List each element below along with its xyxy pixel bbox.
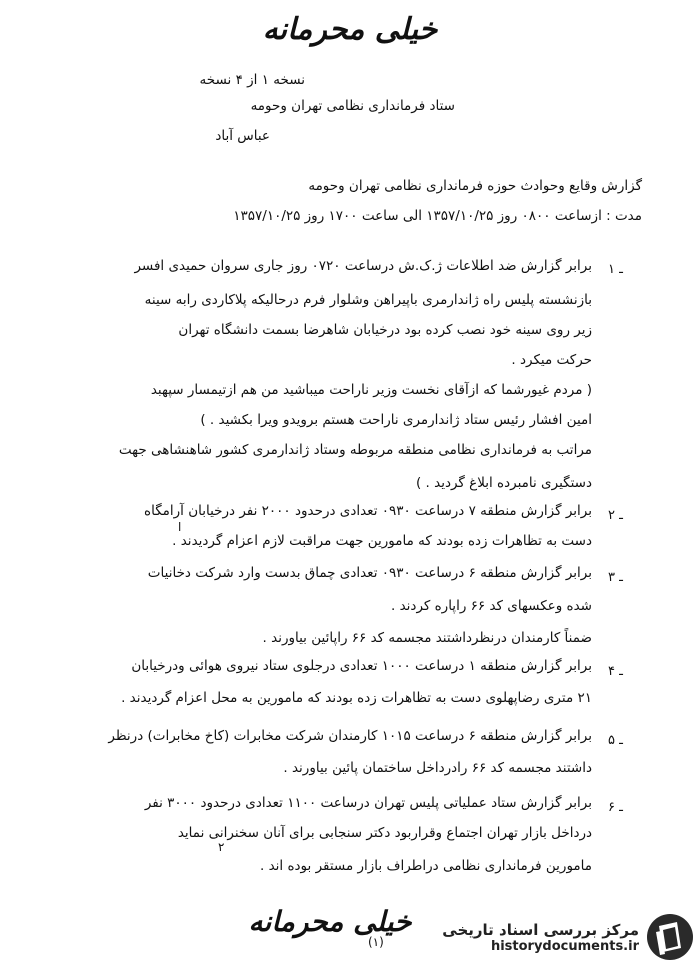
item-line: درداخل بازار تهران اجتماع وقراربود دکتر سنجابی برای آنان سخنرانی نماید	[177, 825, 592, 841]
report-subject: گزارش وقایع وحوادث حوزه فرمانداری نظامی تهران وحومه	[308, 178, 642, 194]
watermark-url: historydocuments.ir	[490, 938, 639, 954]
recipient: ستاد فرمانداری نظامی تهران وحومه	[250, 98, 455, 114]
watermark	[425, 908, 695, 966]
item-line: برابر گزارش منطقه ۱ درساعت ۱۰۰۰ تعدادی درجلوی ستاد نیروی هوائی ودرخیابان	[131, 658, 592, 674]
item-number: ۳ ـ	[608, 570, 623, 585]
item-line: مراتب به فرمانداری نظامی منطقه مربوطه وستاد ژاندارمری کشور شاهنشاهی جهت	[118, 442, 592, 458]
signer: عباس آباد	[215, 128, 270, 144]
classification-top: خیلی محرمانه	[262, 12, 438, 47]
margin-superscript: ۲	[218, 840, 225, 854]
watermark-text	[442, 921, 639, 954]
item-number: ۶ ـ	[608, 800, 623, 815]
archive-logo-icon	[645, 912, 695, 962]
item-line: امین افشار رئیس ستاد ژاندارمری ناراحت هستم برویدو ویرا بکشید . )	[200, 412, 592, 428]
item-line: شده وعکسهای کد ۶۶ راپاره کردند .	[391, 598, 592, 614]
item-line: ضمناً کارمندان درنظرداشتند مجسمه کد ۶۶ راپائین بیاورند .	[262, 630, 592, 646]
item-line: بازنشسته پلیس راه ژاندارمری باپیراهن وشلوار فرم درحالیکه پلاکاردی رابه سینه	[144, 292, 592, 308]
item-line: برابر گزارش منطقه ۶ درساعت ۱۰۱۵ کارمندان شرکت مخابرات (کاخ مخابرات) درنظر	[108, 728, 592, 744]
item-number: ۱ ـ	[608, 262, 623, 277]
item-line: مامورین فرمانداری نظامی دراطراف بازار مستقر بوده اند .	[260, 858, 592, 874]
item-line: برابر گزارش ستاد عملیاتی پلیس تهران درساعت ۱۱۰۰ تعدادی درحدود ۳۰۰۰ نفر	[144, 795, 592, 811]
item-line: برابر گزارش منطقه ۷ درساعت ۰۹۳۰ تعدادی درحدود ۲۰۰۰ نفر درخیابان آرامگاه	[144, 503, 592, 519]
classification-bottom: خیلی محرمانه	[248, 905, 412, 938]
item-number: ۲ ـ	[608, 508, 623, 523]
copy-line: نسخه ۱ از ۴ نسخه	[199, 72, 305, 88]
report-period: مدت : ازساعت ۰۸۰۰ روز ۱۳۵۷/۱۰/۲۵ الی ساعت ۱۷۰۰ روز ۱۳۵۷/۱۰/۲۵	[233, 208, 642, 224]
item-line: دستگیری نامبرده ابلاغ گردید . )	[415, 475, 592, 491]
item-line: حرکت میکرد .	[511, 352, 592, 368]
watermark-name: مرکز بررسی اسناد تاریخی	[442, 920, 639, 939]
item-line: دست به تظاهرات زده بودند که مامورین جهت مراقبت لازم اعزام گردیدند .	[172, 533, 592, 549]
item-number: ۵ ـ	[608, 733, 623, 748]
item-line: داشتند مجسمه کد ۶۶ رادرداخل ساختمان پائین بیاورند .	[283, 760, 592, 776]
item-number: ۴ ـ	[608, 664, 623, 679]
page-number: (۱)	[368, 935, 384, 949]
item-line: زیر روی سینه خود نصب کرده بود درخیابان شاهرضا بسمت دانشگاه تهران	[178, 322, 592, 338]
item-line: برابر گزارش منطقه ۶ درساعت ۰۹۳۰ تعدادی چماق بدست وارد شرکت دخانیات	[147, 565, 592, 581]
item-line: ۲۱ متری رضاپهلوی دست به تظاهرات زده بودند که مامورین به محل اعزام گردیدند .	[121, 690, 592, 706]
item-line: ( مردم غیورشما که ازآقای نخست وزیر ناراحت میباشید من هم ازتیمسار سپهبد	[150, 382, 592, 398]
item-line: برابر گزارش ضد اطلاعات ژ.ک.ش درساعت ۰۷۲۰ روز جاری سروان حمیدی افسر	[134, 258, 592, 274]
margin-tick: ا	[178, 520, 182, 534]
